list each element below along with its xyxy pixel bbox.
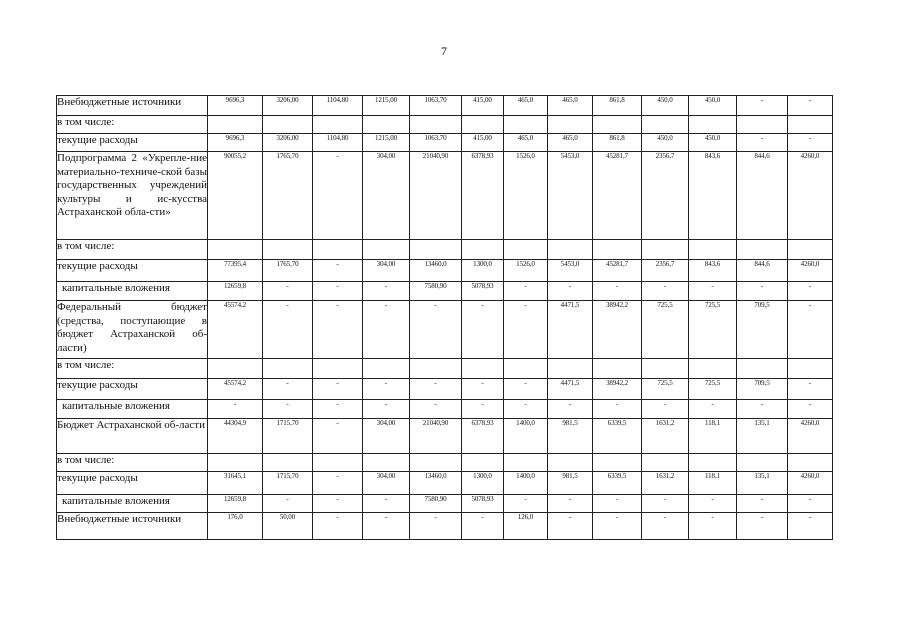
value-cell: - <box>263 400 313 419</box>
value-cell: 126,0 <box>504 513 548 540</box>
table-row <box>57 260 833 282</box>
value-cell: 45281,7 <box>593 260 642 282</box>
value-cell <box>263 240 313 260</box>
value-cell: - <box>737 96 788 116</box>
value-cell: - <box>363 379 410 400</box>
value-cell <box>313 454 363 472</box>
value-cell <box>410 359 462 379</box>
value-cell: 9696,3 <box>208 96 263 116</box>
table-row <box>57 359 833 379</box>
value-cell: 725,5 <box>642 379 689 400</box>
value-cell: - <box>313 495 363 513</box>
value-cell: 1631,2 <box>642 419 689 454</box>
value-cell: - <box>313 260 363 282</box>
value-cell: 13460,0 <box>410 472 462 495</box>
value-cell <box>263 116 313 134</box>
table-row <box>57 96 833 116</box>
value-cell: 3206,00 <box>263 96 313 116</box>
row-label: текущие расходы <box>57 260 208 282</box>
value-cell: - <box>462 513 504 540</box>
value-cell: 5453,0 <box>548 260 593 282</box>
value-cell: - <box>263 282 313 301</box>
value-cell: - <box>788 379 833 400</box>
value-cell: - <box>737 400 788 419</box>
value-cell <box>410 240 462 260</box>
value-cell: 3206,00 <box>263 134 313 152</box>
value-cell: - <box>504 282 548 301</box>
value-cell: 77395,4 <box>208 260 263 282</box>
value-cell: - <box>737 134 788 152</box>
value-cell: - <box>313 419 363 454</box>
value-cell: 1400,0 <box>504 419 548 454</box>
value-cell: 1765,70 <box>263 152 313 240</box>
value-cell: 304,00 <box>363 152 410 240</box>
value-cell <box>593 359 642 379</box>
value-cell <box>363 116 410 134</box>
value-cell: - <box>593 495 642 513</box>
value-cell: - <box>363 495 410 513</box>
value-cell: 50,00 <box>263 513 313 540</box>
value-cell: 843,6 <box>689 152 737 240</box>
value-cell: - <box>788 495 833 513</box>
value-cell: - <box>313 400 363 419</box>
value-cell: 6339,5 <box>593 472 642 495</box>
value-cell: 1631,2 <box>642 472 689 495</box>
value-cell <box>593 116 642 134</box>
row-label: капитальные вложения <box>57 282 208 301</box>
table-row <box>57 472 833 495</box>
row-label: капитальные вложения <box>57 400 208 419</box>
value-cell: - <box>208 400 263 419</box>
value-cell <box>462 116 504 134</box>
value-cell: - <box>313 152 363 240</box>
value-cell: 1715,70 <box>263 419 313 454</box>
value-cell: 6378,93 <box>462 419 504 454</box>
value-cell: 1063,70 <box>410 96 462 116</box>
value-cell: - <box>363 301 410 359</box>
value-cell: 4471,5 <box>548 379 593 400</box>
value-cell <box>313 240 363 260</box>
value-cell: 44304,9 <box>208 419 263 454</box>
value-cell: - <box>504 301 548 359</box>
value-cell: - <box>363 513 410 540</box>
value-cell: - <box>410 379 462 400</box>
value-cell <box>410 116 462 134</box>
value-cell: 981,5 <box>548 419 593 454</box>
value-cell: - <box>410 400 462 419</box>
row-label: текущие расходы <box>57 472 208 495</box>
value-cell <box>208 116 263 134</box>
value-cell: - <box>263 495 313 513</box>
value-cell: 5453,0 <box>548 152 593 240</box>
value-cell: 709,5 <box>737 379 788 400</box>
value-cell: - <box>313 282 363 301</box>
value-cell <box>548 454 593 472</box>
value-cell: 1526,0 <box>504 260 548 282</box>
value-cell: - <box>642 495 689 513</box>
value-cell <box>642 240 689 260</box>
value-cell: - <box>313 379 363 400</box>
value-cell <box>788 454 833 472</box>
value-cell: 21040,90 <box>410 152 462 240</box>
row-label: капитальные вложения <box>57 495 208 513</box>
value-cell: 4260,0 <box>788 472 833 495</box>
value-cell: 12659,8 <box>208 495 263 513</box>
value-cell: - <box>263 379 313 400</box>
value-cell: - <box>548 513 593 540</box>
value-cell: - <box>462 379 504 400</box>
value-cell: 1215,00 <box>363 134 410 152</box>
value-cell: 1715,70 <box>263 472 313 495</box>
value-cell <box>410 454 462 472</box>
value-cell: - <box>689 282 737 301</box>
row-label: Бюджет Астраханской об-ласти <box>57 419 208 454</box>
value-cell <box>788 359 833 379</box>
budget-table <box>56 95 833 540</box>
value-cell: 1300,0 <box>462 260 504 282</box>
row-label: в том числе: <box>57 359 208 379</box>
value-cell: 450,0 <box>642 134 689 152</box>
value-cell <box>737 116 788 134</box>
table-row <box>57 495 833 513</box>
value-cell: 45281,7 <box>593 152 642 240</box>
value-cell: 4260,0 <box>788 260 833 282</box>
value-cell: 981,5 <box>548 472 593 495</box>
value-cell: - <box>313 513 363 540</box>
value-cell: 1300,0 <box>462 472 504 495</box>
value-cell: 38942,2 <box>593 379 642 400</box>
value-cell: 13460,0 <box>410 260 462 282</box>
table-row <box>57 301 833 359</box>
value-cell <box>504 359 548 379</box>
row-label: текущие расходы <box>57 379 208 400</box>
value-cell: 465,0 <box>548 134 593 152</box>
value-cell: - <box>363 400 410 419</box>
value-cell <box>504 454 548 472</box>
value-cell: - <box>313 472 363 495</box>
value-cell: 6378,93 <box>462 152 504 240</box>
table-row <box>57 379 833 400</box>
value-cell: 709,5 <box>737 301 788 359</box>
value-cell: - <box>788 96 833 116</box>
value-cell <box>548 359 593 379</box>
value-cell <box>689 116 737 134</box>
value-cell: 1104,80 <box>313 134 363 152</box>
value-cell: 450,0 <box>689 96 737 116</box>
value-cell: - <box>263 301 313 359</box>
value-cell: - <box>410 301 462 359</box>
value-cell: 450,0 <box>642 96 689 116</box>
value-cell: 304,00 <box>363 472 410 495</box>
value-cell: 844,6 <box>737 152 788 240</box>
row-label: в том числе: <box>57 116 208 134</box>
value-cell: 6339,5 <box>593 419 642 454</box>
value-cell <box>462 359 504 379</box>
value-cell: 118,1 <box>689 419 737 454</box>
table-row <box>57 134 833 152</box>
value-cell: 9696,3 <box>208 134 263 152</box>
value-cell: - <box>788 513 833 540</box>
value-cell <box>788 240 833 260</box>
row-label: Подпрограмма 2 «Укрепле-ние материально-техниче-ской базы государственных учреждений культуры и ис-кусства Астраханской обла-сти» <box>57 152 208 240</box>
value-cell: - <box>788 282 833 301</box>
value-cell: 415,00 <box>462 134 504 152</box>
value-cell: 465,0 <box>504 134 548 152</box>
value-cell: 4260,0 <box>788 152 833 240</box>
value-cell: 118,1 <box>689 472 737 495</box>
value-cell <box>737 359 788 379</box>
value-cell: - <box>788 400 833 419</box>
row-label: в том числе: <box>57 240 208 260</box>
value-cell: 725,5 <box>689 379 737 400</box>
value-cell: 1400,0 <box>504 472 548 495</box>
value-cell: 450,0 <box>689 134 737 152</box>
table-row <box>57 116 833 134</box>
value-cell: 725,5 <box>689 301 737 359</box>
value-cell: 7580,90 <box>410 282 462 301</box>
table-row <box>57 400 833 419</box>
value-cell: - <box>504 495 548 513</box>
value-cell: - <box>504 379 548 400</box>
value-cell: - <box>642 400 689 419</box>
table-row <box>57 152 833 240</box>
value-cell: - <box>548 400 593 419</box>
value-cell: 4260,0 <box>788 419 833 454</box>
value-cell <box>548 116 593 134</box>
value-cell <box>504 116 548 134</box>
value-cell: 21040,90 <box>410 419 462 454</box>
value-cell: 45574,2 <box>208 379 263 400</box>
value-cell: 725,5 <box>642 301 689 359</box>
value-cell: 415,00 <box>462 96 504 116</box>
value-cell: 5078,93 <box>462 282 504 301</box>
value-cell: 2356,7 <box>642 260 689 282</box>
row-label: Внебюджетные источники <box>57 513 208 540</box>
value-cell: 5078,93 <box>462 495 504 513</box>
value-cell: - <box>788 301 833 359</box>
value-cell <box>208 240 263 260</box>
value-cell: - <box>593 400 642 419</box>
value-cell: 1215,00 <box>363 96 410 116</box>
value-cell <box>548 240 593 260</box>
value-cell <box>689 359 737 379</box>
value-cell: - <box>548 282 593 301</box>
value-cell <box>363 454 410 472</box>
value-cell <box>208 454 263 472</box>
table-row <box>57 419 833 454</box>
value-cell: - <box>593 282 642 301</box>
table-row <box>57 240 833 260</box>
value-cell: 304,00 <box>363 260 410 282</box>
page-number: 7 <box>441 44 447 58</box>
value-cell <box>263 359 313 379</box>
value-cell: - <box>548 495 593 513</box>
value-cell: 1526,0 <box>504 152 548 240</box>
value-cell: 1765,70 <box>263 260 313 282</box>
value-cell: - <box>462 400 504 419</box>
value-cell: - <box>689 513 737 540</box>
value-cell: - <box>313 301 363 359</box>
value-cell: 1063,70 <box>410 134 462 152</box>
table-row <box>57 282 833 301</box>
value-cell: 843,6 <box>689 260 737 282</box>
value-cell <box>363 359 410 379</box>
value-cell <box>462 240 504 260</box>
value-cell <box>642 359 689 379</box>
value-cell: 861,8 <box>593 134 642 152</box>
value-cell <box>689 454 737 472</box>
value-cell: - <box>689 400 737 419</box>
value-cell: 4471,5 <box>548 301 593 359</box>
row-label: Внебюджетные источники <box>57 96 208 116</box>
value-cell <box>363 240 410 260</box>
value-cell: - <box>410 513 462 540</box>
value-cell: 465,0 <box>548 96 593 116</box>
value-cell <box>788 116 833 134</box>
value-cell <box>642 454 689 472</box>
row-label: текущие расходы <box>57 134 208 152</box>
value-cell: 31645,1 <box>208 472 263 495</box>
value-cell: - <box>689 495 737 513</box>
value-cell: - <box>642 513 689 540</box>
value-cell: 844,6 <box>737 260 788 282</box>
value-cell <box>737 454 788 472</box>
value-cell: - <box>593 513 642 540</box>
value-cell: 861,8 <box>593 96 642 116</box>
value-cell: - <box>642 282 689 301</box>
value-cell: - <box>737 282 788 301</box>
value-cell <box>642 116 689 134</box>
value-cell: 12659,8 <box>208 282 263 301</box>
value-cell <box>263 454 313 472</box>
row-label: в том числе: <box>57 454 208 472</box>
value-cell: 135,1 <box>737 419 788 454</box>
value-cell: - <box>737 495 788 513</box>
value-cell: - <box>788 134 833 152</box>
value-cell: 7580,90 <box>410 495 462 513</box>
value-cell <box>593 240 642 260</box>
value-cell <box>313 116 363 134</box>
value-cell: 465,0 <box>504 96 548 116</box>
value-cell <box>504 240 548 260</box>
value-cell <box>737 240 788 260</box>
value-cell: - <box>363 282 410 301</box>
value-cell: - <box>737 513 788 540</box>
value-cell <box>593 454 642 472</box>
value-cell: 176,0 <box>208 513 263 540</box>
value-cell: 90055,2 <box>208 152 263 240</box>
value-cell: 2356,7 <box>642 152 689 240</box>
value-cell <box>462 454 504 472</box>
value-cell: 135,1 <box>737 472 788 495</box>
row-label: Федеральный бюджет (средства, поступающие в бюджет Астраханской об-ласти) <box>57 301 208 359</box>
value-cell: - <box>462 301 504 359</box>
value-cell: - <box>504 400 548 419</box>
value-cell <box>689 240 737 260</box>
value-cell <box>208 359 263 379</box>
value-cell: 1104,80 <box>313 96 363 116</box>
table-row <box>57 454 833 472</box>
table-row <box>57 513 833 540</box>
value-cell: 38942,2 <box>593 301 642 359</box>
value-cell: 45574,2 <box>208 301 263 359</box>
value-cell: 304,00 <box>363 419 410 454</box>
value-cell <box>313 359 363 379</box>
